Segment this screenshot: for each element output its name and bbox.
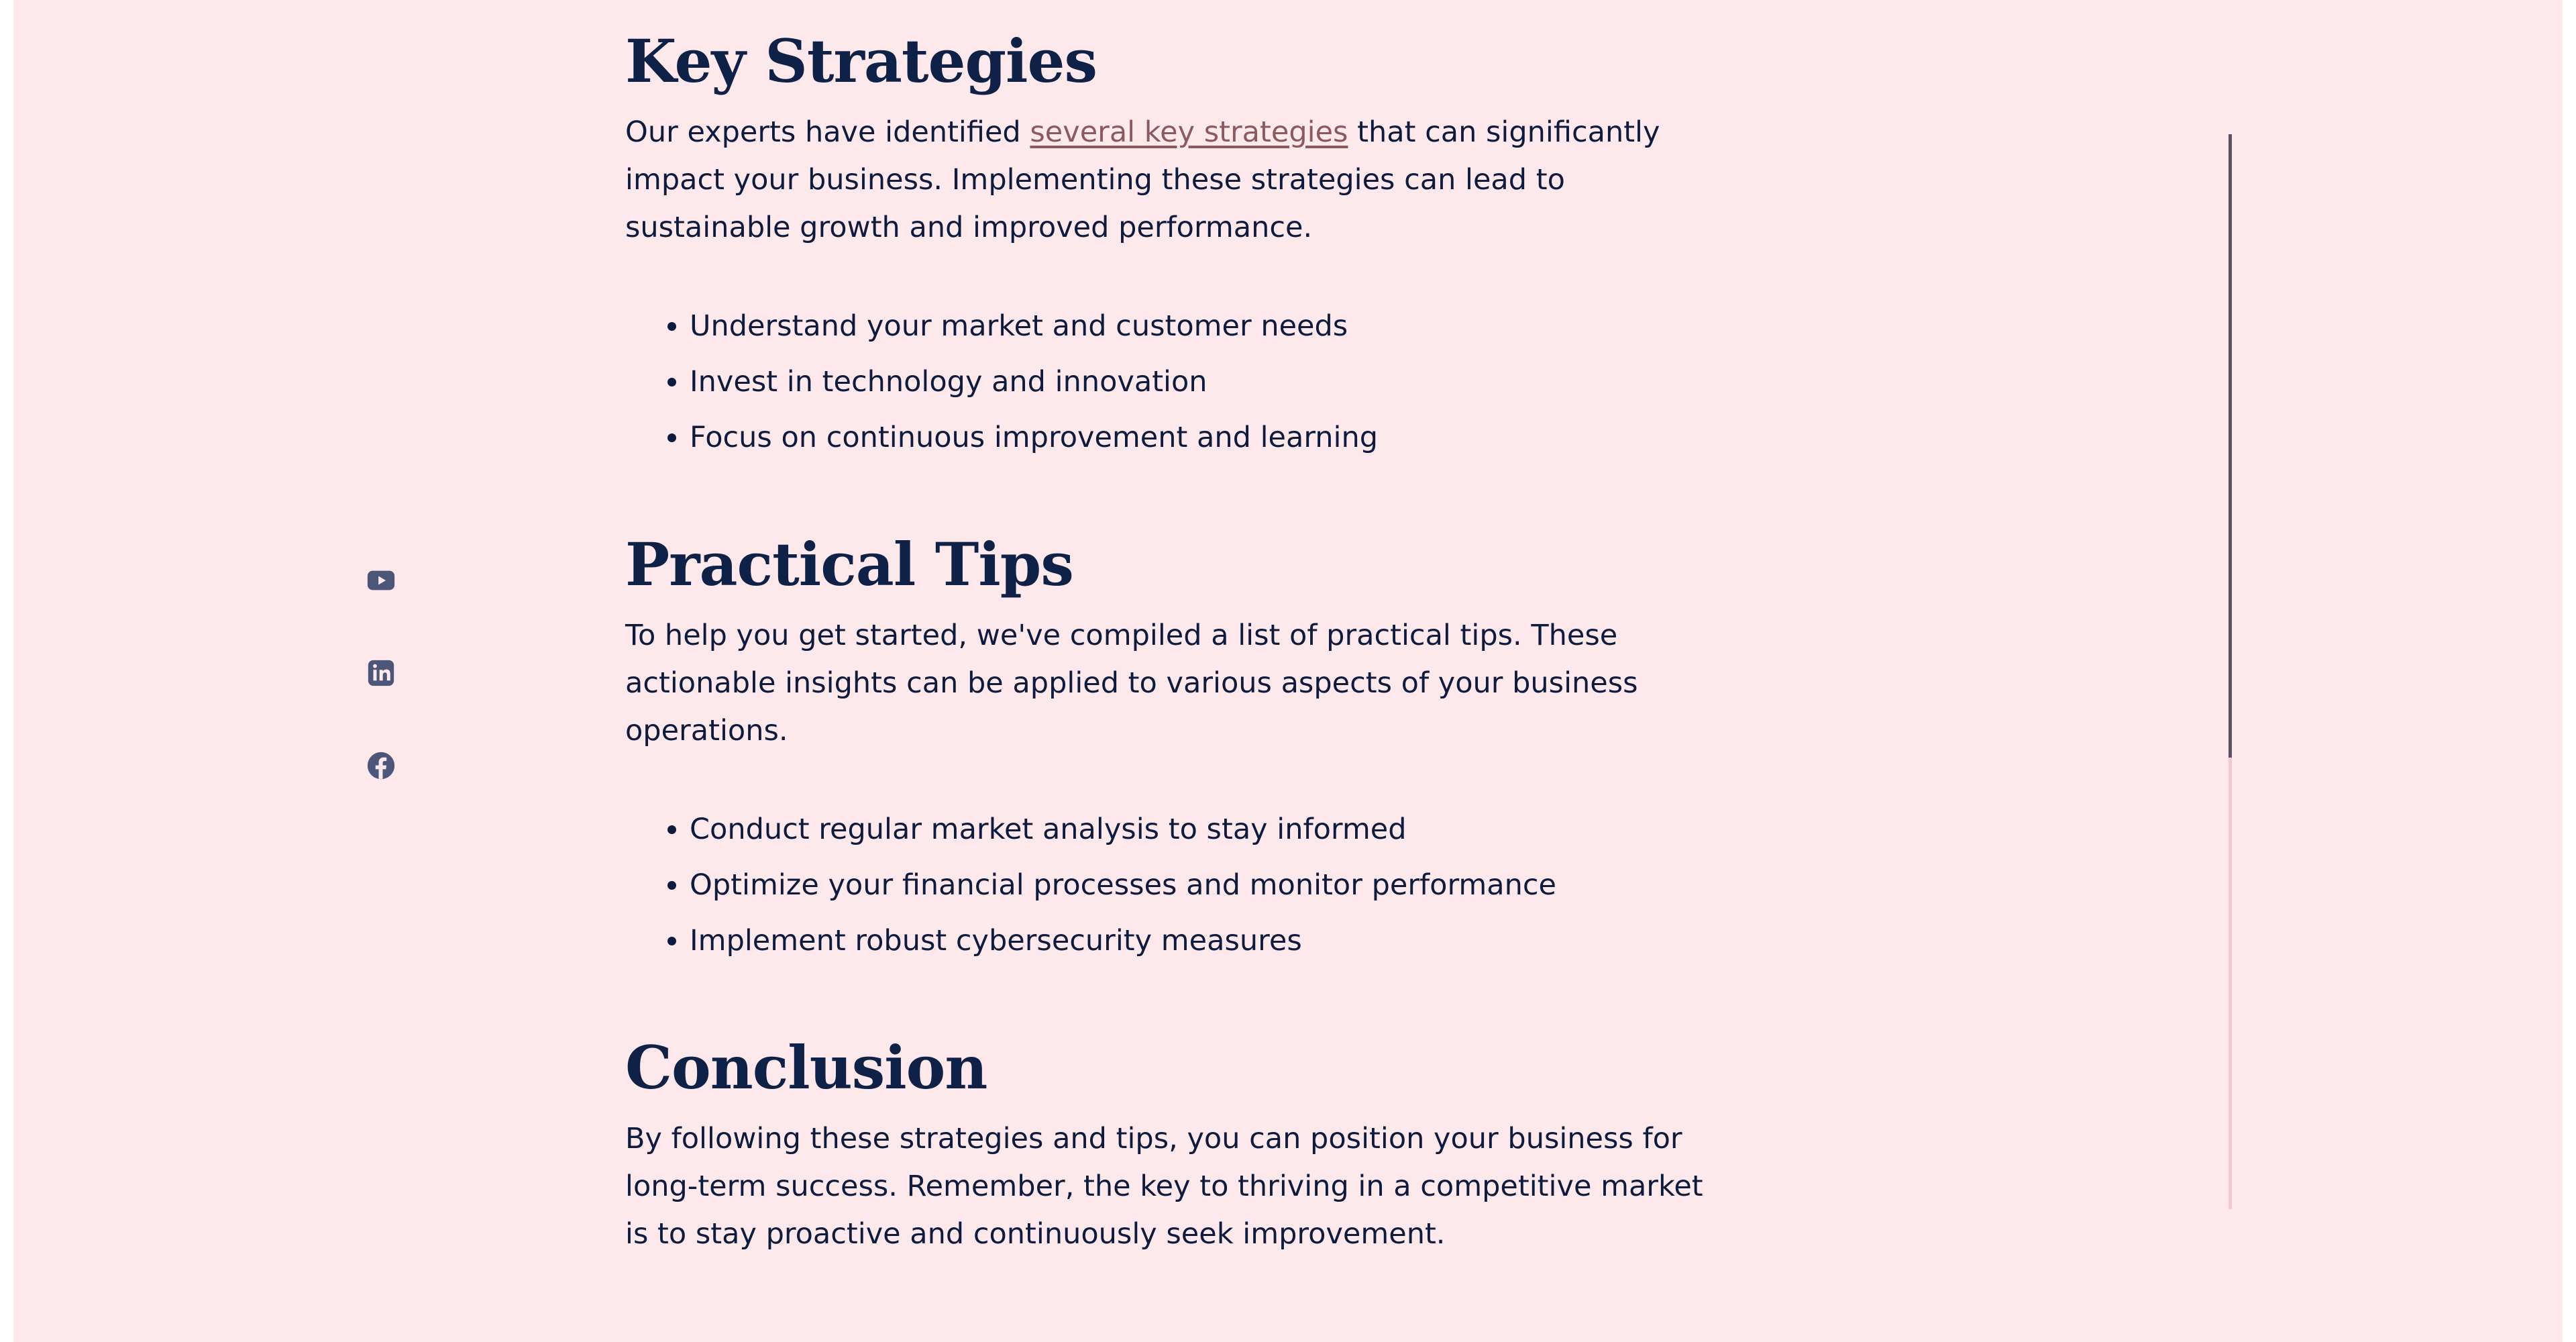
strategies-list bbox=[625, 299, 1725, 466]
key-strategies-link[interactable]: several key strategies bbox=[1030, 115, 1348, 149]
linkedin-icon[interactable] bbox=[366, 658, 396, 688]
section-paragraph: By following these strategies and tips, you can position your business for long-term success. Remember, the key to thriving in a competitive market is to stay proactive and continuously seek improvement. bbox=[625, 1122, 1703, 1251]
section-heading: Practical Tips bbox=[625, 529, 1073, 599]
paragraph-text: that can significantly impact your business. Implementing these strategies can lead to sustainable growth and improved performance. bbox=[625, 115, 1660, 244]
youtube-icon[interactable] bbox=[366, 565, 396, 596]
facebook-icon[interactable] bbox=[366, 750, 396, 781]
list-item: • Focus on continuous improvement and learning bbox=[690, 410, 1725, 466]
article-page bbox=[13, 0, 2563, 1342]
section-paragraph bbox=[625, 109, 1725, 252]
section-conclusion bbox=[625, 1031, 1725, 1258]
list-item: • Invest in technology and innovation bbox=[690, 354, 1725, 410]
list-item: • Implement robust cybersecurity measures bbox=[690, 913, 1725, 969]
section-practical-tips bbox=[625, 527, 1725, 969]
list-item: • Understand your market and customer needs bbox=[690, 299, 1725, 354]
section-heading: Key Strategies bbox=[625, 26, 1097, 96]
section-key-strategies bbox=[625, 24, 1725, 466]
reading-progress-track bbox=[2229, 134, 2232, 1209]
paragraph-text: Our experts have identified bbox=[625, 115, 1030, 149]
section-heading: Conclusion bbox=[625, 1033, 987, 1102]
reading-progress-fill bbox=[2229, 134, 2232, 758]
section-paragraph: To help you get started, we've compiled a list of practical tips. These actionable insights can be applied to various aspects of your business operations. bbox=[625, 619, 1638, 747]
list-item: • Conduct regular market analysis to stay informed bbox=[690, 802, 1725, 858]
article-body bbox=[625, 24, 1725, 1258]
social-share-bar bbox=[352, 565, 410, 843]
list-item: • Optimize your financial processes and monitor performance bbox=[690, 858, 1725, 913]
tips-list bbox=[625, 802, 1725, 969]
